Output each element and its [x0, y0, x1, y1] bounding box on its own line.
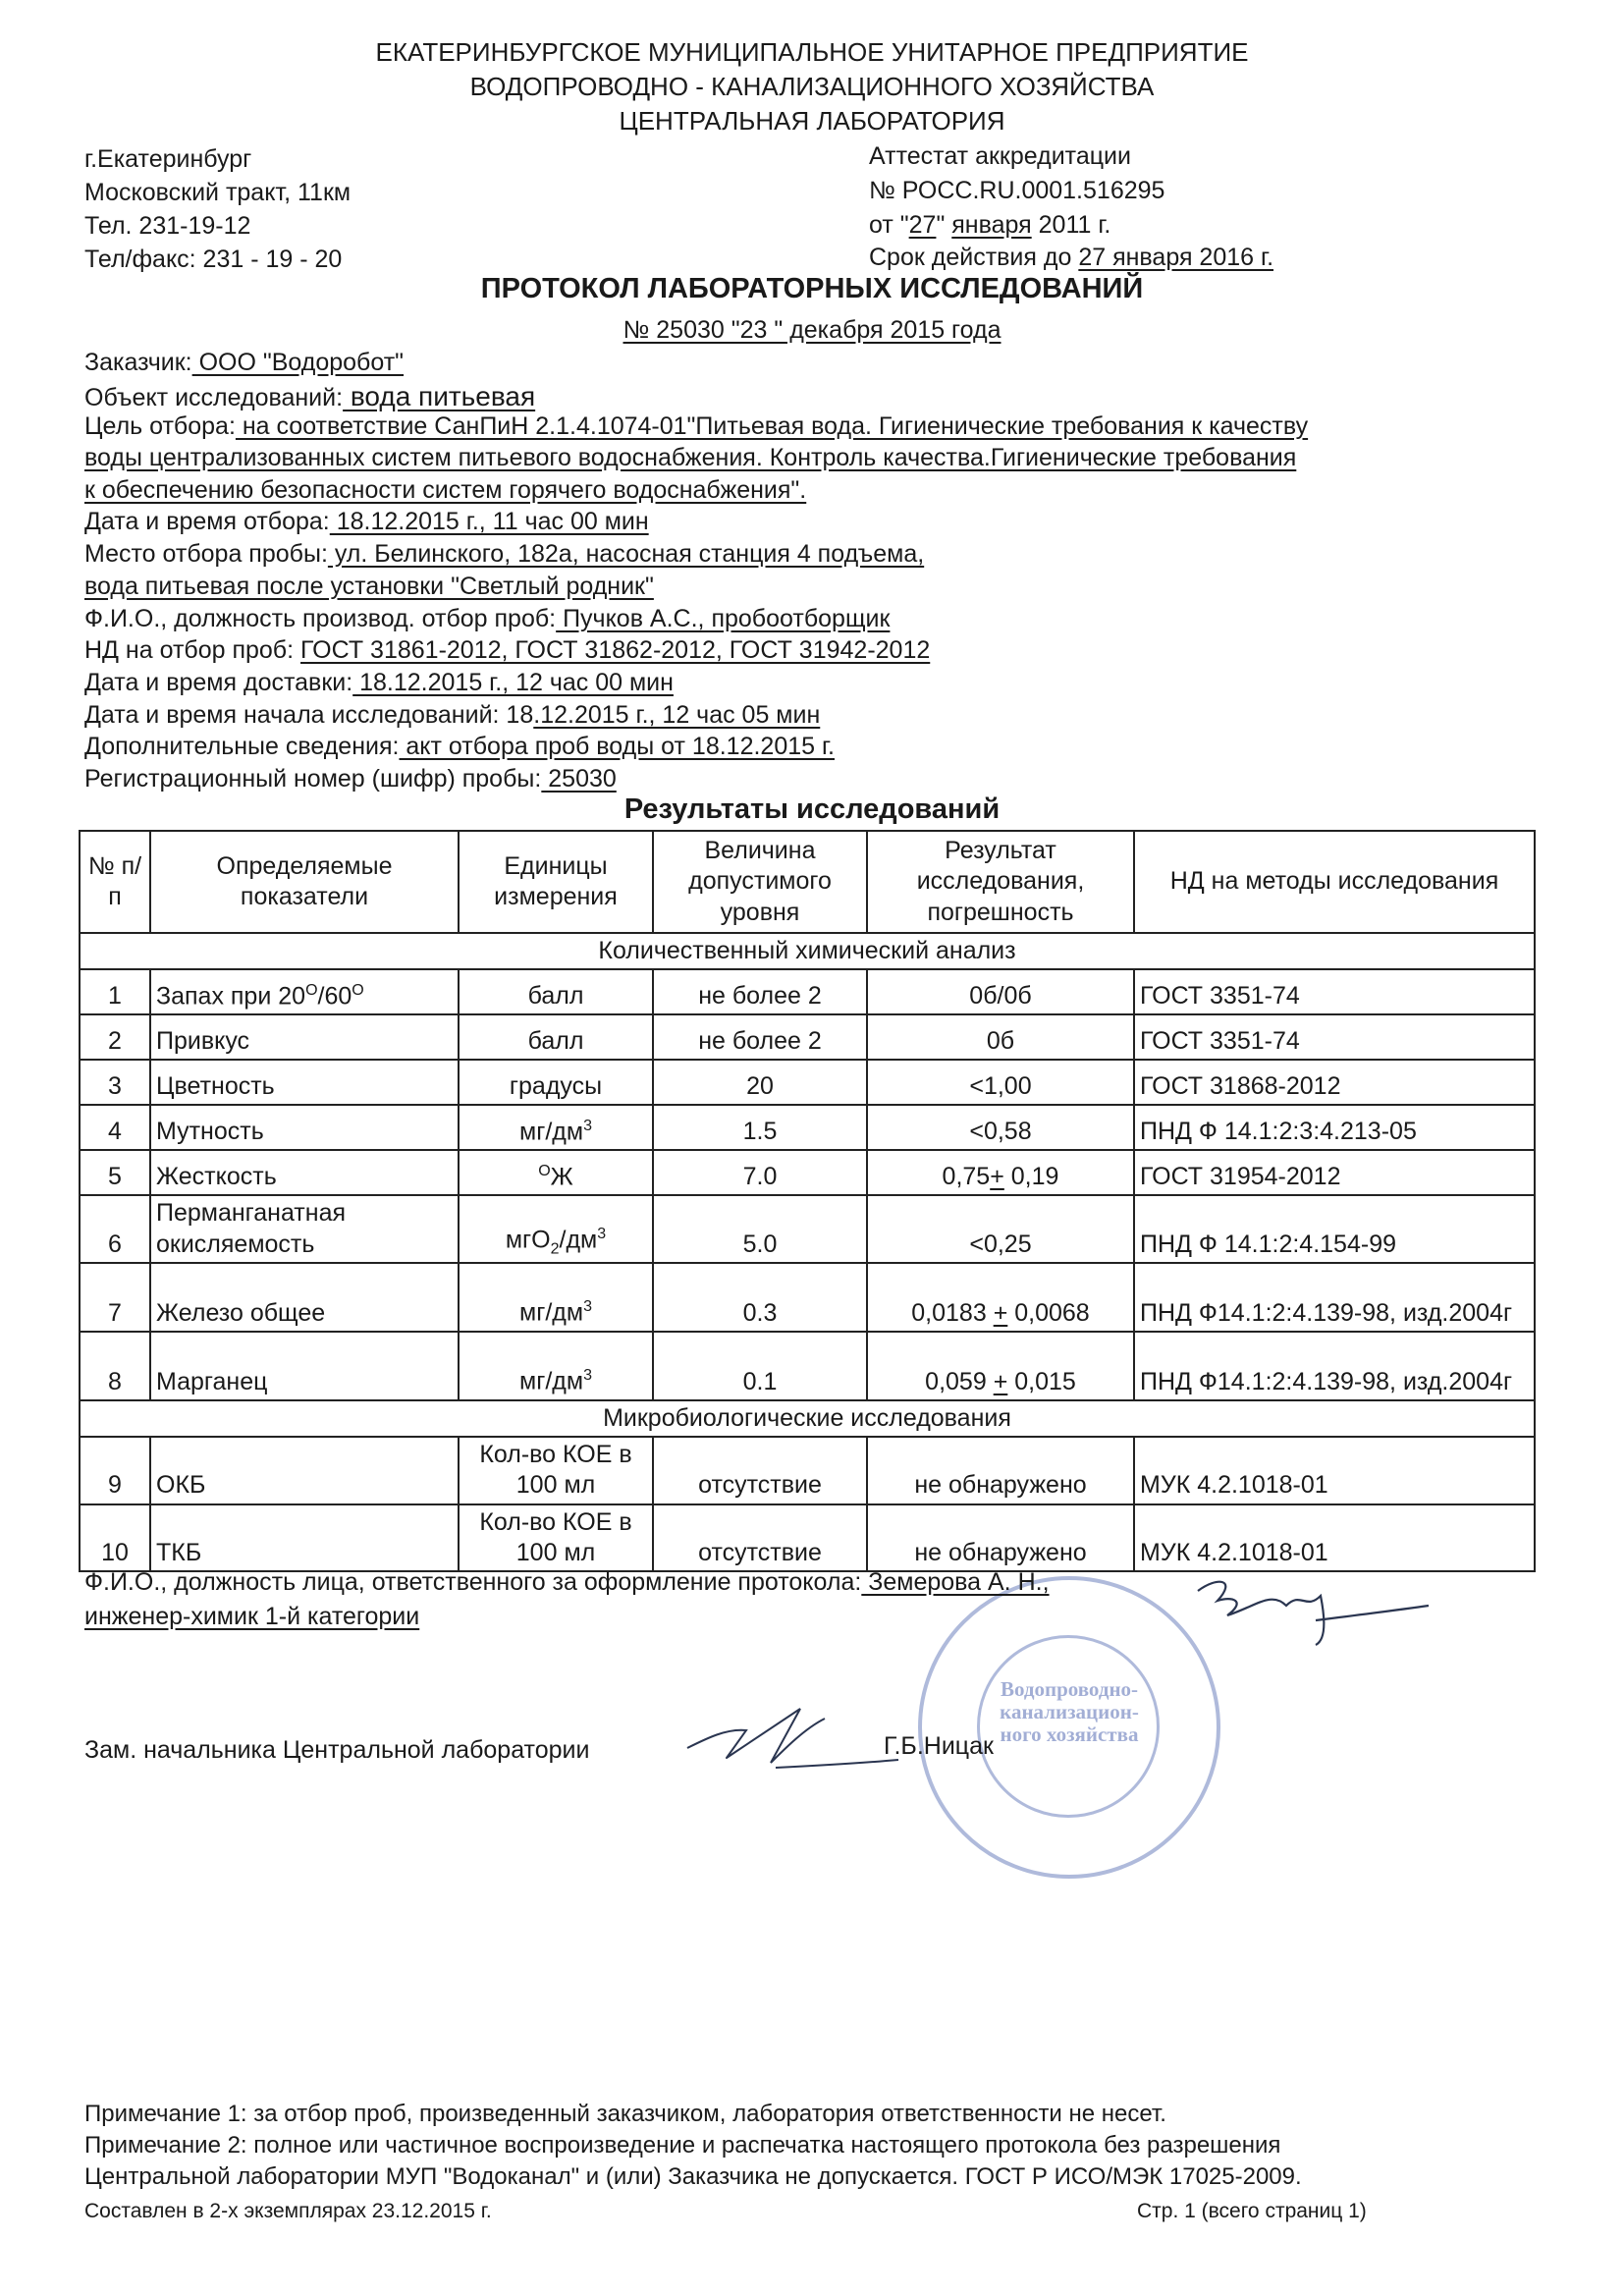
cell-param: ОКБ: [150, 1437, 459, 1504]
unit-text: мг/дм: [519, 1298, 584, 1327]
header-units: Единицы измерения: [459, 831, 653, 933]
cell-allowed: не более 2: [653, 1014, 867, 1060]
cell-unit: [459, 1332, 653, 1400]
protocol-title: ПРОТОКОЛ ЛАБОРАТОРНЫХ ИССЛЕДОВАНИЙ: [480, 273, 1144, 304]
cell-method: ГОСТ 31954-2012: [1134, 1150, 1535, 1195]
results-table: [79, 830, 1536, 1572]
sampling-value: 18.12.2015 г., 11 час 00 мин: [329, 508, 649, 535]
section-chemical: [80, 933, 1535, 969]
cell-param: Железо общее: [150, 1263, 459, 1332]
table-row: [80, 1332, 1535, 1400]
page-number: Стр. 1 (всего страниц 1): [1137, 2200, 1367, 2222]
cell-method: ПНД Ф 14.1:2:4.154-99: [1134, 1195, 1535, 1263]
cell-param: Цветность: [150, 1060, 459, 1105]
cell-method: МУК 4.2.1018-01: [1134, 1437, 1535, 1504]
cell-allowed: отсутствие: [653, 1437, 867, 1504]
cell-result: 0б: [867, 1014, 1134, 1060]
cell-unit: Кол-во КОЕ в 100 мл: [459, 1437, 653, 1504]
validity-label: Срок действия до: [869, 244, 1079, 271]
deputy-label: Зам. начальника Центральной лаборатории: [84, 1736, 590, 1764]
plus-minus: +: [993, 1367, 1008, 1395]
cell-method: ПНД Ф14.1:2:4.139-98, изд.2004г: [1134, 1263, 1535, 1332]
nd-label: НД на отбор проб:: [84, 636, 301, 664]
cell-num: 7: [80, 1263, 150, 1332]
signature-nitsak: [677, 1689, 903, 1777]
unit-text: мг/дм: [519, 1367, 584, 1395]
accreditation-date-month: января: [951, 211, 1032, 239]
place-line2: вода питьевая после установки "Светлый родник": [84, 573, 654, 600]
cell-param: Мутность: [150, 1105, 459, 1150]
seal-text: Водопроводно-канализацион-ного хозяйства: [1000, 1677, 1139, 1746]
cell-param: Жесткость: [150, 1150, 459, 1195]
table-row: [80, 1437, 1535, 1504]
cell-result: <0,58: [867, 1105, 1134, 1150]
cell-allowed: 0.3: [653, 1263, 867, 1332]
unit-text: мг/дм: [519, 1118, 584, 1145]
responsible-field: [84, 1568, 1050, 1597]
accreditation-date-prefix: от ": [869, 211, 909, 239]
cell-result: [867, 1263, 1134, 1332]
table-row: [80, 1105, 1535, 1150]
cell-num: 1: [80, 969, 150, 1014]
plus-minus: +: [993, 1298, 1008, 1327]
table-row: [80, 1014, 1535, 1060]
deputy-name: Г.Б.Ницак: [884, 1732, 994, 1760]
reg-field: [84, 765, 617, 793]
cell-unit: [459, 1195, 653, 1263]
result-value: 0,75: [942, 1163, 991, 1190]
cell-param: Марганец: [150, 1332, 459, 1400]
unit-sup: 3: [583, 1298, 592, 1316]
accreditation-date-mid: ": [936, 211, 952, 239]
reg-value: 25030: [541, 765, 617, 793]
cell-unit: градусы: [459, 1060, 653, 1105]
param-sup: О: [352, 981, 364, 999]
delivery-field: [84, 669, 674, 697]
sampler-field: [84, 605, 890, 633]
accreditation-date: [869, 211, 1110, 240]
cell-allowed: 20: [653, 1060, 867, 1105]
org-name-line1: ЕКАТЕРИНБУРГСКОЕ МУНИЦИПАЛЬНОЕ УНИТАРНОЕ ПРЕДПРИЯТИЕ: [375, 37, 1249, 67]
plus-minus: +: [990, 1163, 1004, 1190]
cell-allowed: 1.5: [653, 1105, 867, 1150]
unit-sup: 3: [583, 1367, 592, 1385]
purpose-label: Цель отбора:: [84, 412, 236, 440]
copies-note: Составлен в 2-х экземплярах 23.12.2015 г.: [84, 2200, 492, 2222]
cell-allowed: 0.1: [653, 1332, 867, 1400]
param-text: Запах при 20: [156, 982, 306, 1010]
place-label: Место отбора пробы:: [84, 540, 328, 568]
object-field: [84, 381, 535, 412]
header-allowed: Величина допустимого уровня: [653, 831, 867, 933]
unit-sup: 3: [597, 1226, 607, 1243]
cell-num: 4: [80, 1105, 150, 1150]
unit-sup: 3: [583, 1117, 592, 1134]
nd-field: [84, 636, 930, 665]
sampler-label: Ф.И.О., должность производ. отбор проб:: [84, 605, 557, 632]
org-name-line2: ВОДОПРОВОДНО - КАНАЛИЗАЦИОННОГО ХОЗЯЙСТВА: [469, 72, 1155, 101]
cell-result: не обнаружено: [867, 1504, 1134, 1572]
contact-phone: Тел. 231-19-12: [84, 212, 251, 240]
extra-value: акт отбора проб воды от 18.12.2015 г.: [399, 733, 835, 760]
result-error: 0,19: [1003, 1163, 1059, 1190]
unit-sup: О: [538, 1162, 551, 1179]
cell-allowed: 7.0: [653, 1150, 867, 1195]
cell-method: ПНД Ф14.1:2:4.139-98, изд.2004г: [1134, 1332, 1535, 1400]
sampling-field: [84, 508, 649, 536]
table-row: [80, 1263, 1535, 1332]
cell-result: [867, 1150, 1134, 1195]
table-row: [80, 1150, 1535, 1195]
protocol-number-text: № 25030 "23 " декабря 2015 года: [623, 316, 1001, 344]
unit-text-b: /дм: [559, 1226, 598, 1254]
unit-text: мгО: [505, 1226, 551, 1254]
header-method: НД на методы исследования: [1134, 831, 1535, 933]
cell-num: 8: [80, 1332, 150, 1400]
section-micro-label: Микробиологические исследования: [80, 1400, 1535, 1437]
validity-date: 27 января 2016 г.: [1078, 244, 1274, 271]
cell-num: 5: [80, 1150, 150, 1195]
cell-num: 9: [80, 1437, 150, 1504]
start-label: Дата и время начала исследований: 18: [84, 701, 534, 729]
delivery-label: Дата и время доставки:: [84, 669, 353, 696]
contact-city: г.Екатеринбург: [84, 145, 252, 173]
note-2b: Центральной лаборатории МУП "Водоканал" и (или) Заказчика не допускается. ГОСТ Р ИСО/МЭК 17025-2009.: [84, 2163, 1302, 2190]
cell-unit: [459, 1105, 653, 1150]
accreditation-number: № РОСС.RU.0001.516295: [869, 177, 1165, 204]
accreditation-date-year: 2011 г.: [1031, 211, 1111, 239]
contact-address: Московский тракт, 11км: [84, 179, 352, 206]
contact-fax: Тел/факс: 231 - 19 - 20: [84, 246, 343, 273]
cell-unit: балл: [459, 1014, 653, 1060]
cell-method: ГОСТ 31868-2012: [1134, 1060, 1535, 1105]
cell-num: 10: [80, 1504, 150, 1572]
responsible-position: инженер-химик 1-й категории: [84, 1603, 420, 1630]
start-field: [84, 701, 820, 730]
object-label: Объект исследований:: [84, 384, 344, 411]
seal-stamp: [918, 1576, 1220, 1879]
cell-result: [867, 1332, 1134, 1400]
cell-result: не обнаружено: [867, 1437, 1134, 1504]
org-name-line3: ЦЕНТРАЛЬНАЯ ЛАБОРАТОРИЯ: [619, 106, 1005, 136]
cell-method: ГОСТ 3351-74: [1134, 1014, 1535, 1060]
responsible-name: Земерова А. Н.,: [861, 1568, 1050, 1596]
responsible-label: Ф.И.О., должность лица, ответственного за оформление протокола:: [84, 1568, 862, 1596]
nd-value: ГОСТ 31861-2012, ГОСТ 31862-2012, ГОСТ 31942-2012: [300, 636, 931, 664]
cell-unit: [459, 1263, 653, 1332]
section-micro: [80, 1400, 1535, 1437]
place-line1: ул. Белинского, 182а, насосная станция 4 подъема,: [327, 540, 925, 568]
cell-method: ПНД Ф 14.1:2:3:4.213-05: [1134, 1105, 1535, 1150]
cell-num: 6: [80, 1195, 150, 1263]
accreditation-title: Аттестат аккредитации: [869, 142, 1131, 170]
sampling-label: Дата и время отбора:: [84, 508, 330, 535]
cell-allowed: отсутствие: [653, 1504, 867, 1572]
unit-sub: 2: [550, 1240, 560, 1258]
result-value: 0,059: [925, 1367, 994, 1395]
note-2a: Примечание 2: полное или частичное воспроизведение и распечатка настоящего протокола без разрешения: [84, 2132, 1281, 2159]
note-1: Примечание 1: за отбор проб, произведенный заказчиком, лаборатория ответственности не несет.: [84, 2101, 1166, 2127]
cell-result: <0,25: [867, 1195, 1134, 1263]
signature-zemerova: [1178, 1561, 1434, 1650]
table-row: [80, 969, 1535, 1014]
customer-label: Заказчик:: [84, 349, 192, 376]
object-value: вода питьевая: [343, 381, 536, 411]
purpose-line3: к обеспечению безопасности систем горячего водоснабжения".: [84, 476, 807, 504]
protocol-number: [0, 316, 1624, 345]
delivery-value: 18.12.2015 г., 12 час 00 мин: [352, 669, 674, 696]
place-field: [84, 540, 924, 569]
start-value: .12.2015 г., 12 час 05 мин: [533, 701, 821, 729]
accreditation-validity: [869, 244, 1273, 272]
reg-label: Регистрационный номер (шифр) пробы:: [84, 765, 542, 793]
header-param: Определяемые показатели: [150, 831, 459, 933]
table-row: [80, 1060, 1535, 1105]
cell-num: 3: [80, 1060, 150, 1105]
cell-param: Привкус: [150, 1014, 459, 1060]
extra-field: [84, 733, 835, 761]
result-value: 0,0183: [911, 1298, 994, 1327]
cell-result: 0б/0б: [867, 969, 1134, 1014]
purpose-line1: на соответствие СанПиН 2.1.4.1074-01"Питьевая вода. Гигиенические требования к качеству: [235, 412, 1309, 440]
header-result: Результат исследования, погрешность: [867, 831, 1134, 933]
customer-field: [84, 349, 404, 377]
cell-unit: балл: [459, 969, 653, 1014]
unit-text: Ж: [550, 1163, 573, 1190]
cell-unit: Кол-во КОЕ в 100 мл: [459, 1504, 653, 1572]
results-title: Результаты исследований: [623, 793, 1001, 825]
cell-method: МУК 4.2.1018-01: [1134, 1504, 1535, 1572]
accreditation-date-day: 27: [908, 211, 937, 239]
customer-value: ООО "Водоробот": [191, 349, 405, 376]
extra-label: Дополнительные сведения:: [84, 733, 400, 760]
section-chemical-label: Количественный химический анализ: [80, 933, 1535, 969]
cell-param: [150, 969, 459, 1014]
param-mid: /60: [317, 982, 352, 1010]
cell-num: 2: [80, 1014, 150, 1060]
sampler-value: Пучков А.С., пробоотборщик: [556, 605, 891, 632]
result-error: 0,0068: [1007, 1298, 1090, 1327]
purpose-field: [84, 412, 1308, 441]
cell-param: Перманганатная окисляемость: [150, 1195, 459, 1263]
param-sup: О: [305, 981, 318, 999]
purpose-line2: воды централизованных систем питьевого водоснабжения. Контроль качества.Гигиенические требования: [84, 444, 1297, 471]
cell-allowed: 5.0: [653, 1195, 867, 1263]
cell-param: ТКБ: [150, 1504, 459, 1572]
cell-unit: [459, 1150, 653, 1195]
table-row: [80, 1195, 1535, 1263]
cell-method: ГОСТ 3351-74: [1134, 969, 1535, 1014]
cell-allowed: не более 2: [653, 969, 867, 1014]
header-num: № п/п: [80, 831, 150, 933]
table-header-row: [80, 831, 1535, 933]
result-error: 0,015: [1007, 1367, 1076, 1395]
cell-result: <1,00: [867, 1060, 1134, 1105]
